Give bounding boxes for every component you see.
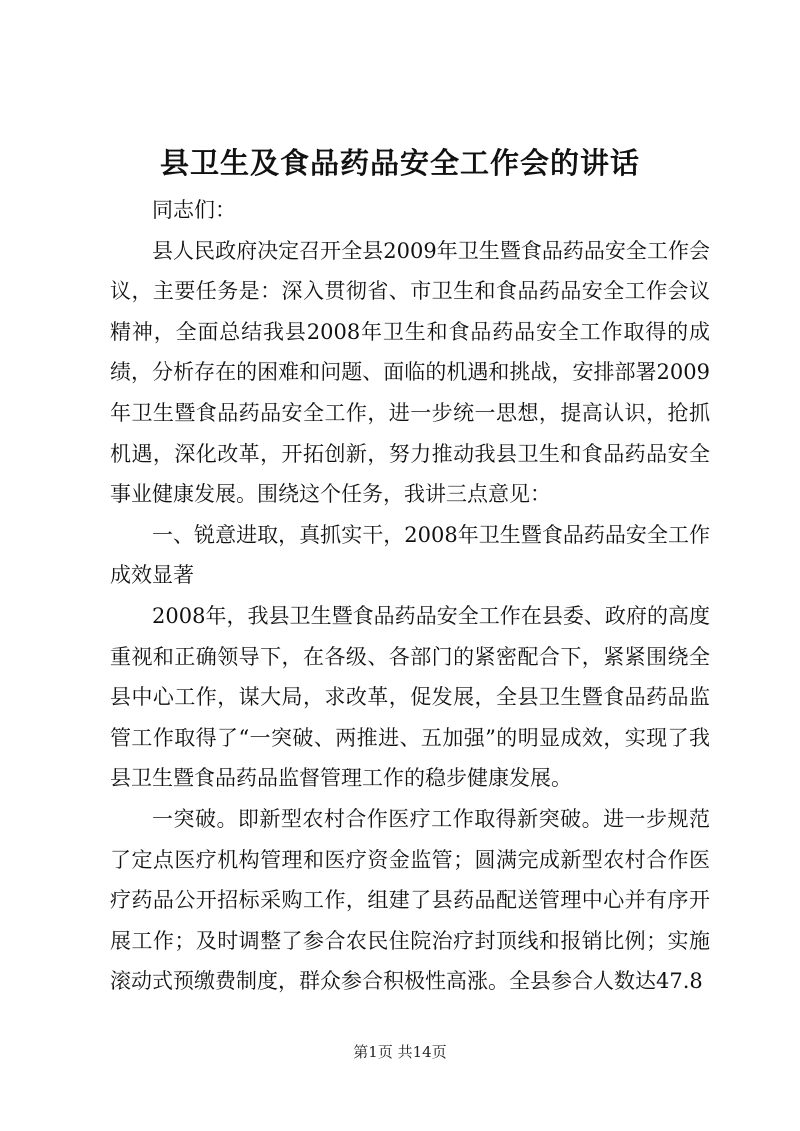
document-title: 县卫生及食品药品安全工作会的讲话 bbox=[159, 146, 640, 180]
section-heading-1: 一、锐意进取，真抓实干，2008年卫生暨食品药品安全工作成效显著 bbox=[110, 522, 710, 588]
greeting: 同志们： bbox=[152, 198, 236, 222]
page-footer: 第1页 共14页 bbox=[353, 1043, 447, 1061]
paragraph-one-breakthrough: 一突破。即新型农村合作医疗工作取得新突破。进一步规范了定点医疗机构管理和医疗资金监管；圆满完成新型农村合作医疗药品公开招标采购工作，组建了县药品配送管理中心并有序开展工作；及时调整了参合农民住院治疗封顶线和报销比例；实施滚动式预缴费制度，群众参合积极性高涨。全县参合人数达47.8 bbox=[110, 806, 710, 994]
paragraph-intro: 县人民政府决定召开全县2009年卫生暨食品药品安全工作会议，主要任务是：深入贯彻省、市卫生和食品药品安全工作会议精神，全面总结我县2008年卫生和食品药品安全工作取得的成绩，分析存在的困难和问题、面临的机遇和挑战，安排部署2009年卫生暨食品药品安全工作，进一步统一思想，提高认识，抢抓机遇，深化改革，开拓创新，努力推动我县卫生和食品药品安全事业健康发展。围绕这个任务，我讲三点意见： bbox=[110, 238, 710, 507]
paragraph-2008-summary: 2008年，我县卫生暨食品药品安全工作在县委、政府的高度重视和正确领导下，在各级、各部门的紧密配合下，紧紧围绕全县中心工作，谋大局，求改革，促发展，全县卫生暨食品药品监管工作取得了“一突破、两推进、五加强”的明显成效，实现了我县卫生暨食品药品监督管理工作的稳步健康发展。 bbox=[110, 603, 710, 791]
document-body bbox=[110, 190, 710, 1002]
